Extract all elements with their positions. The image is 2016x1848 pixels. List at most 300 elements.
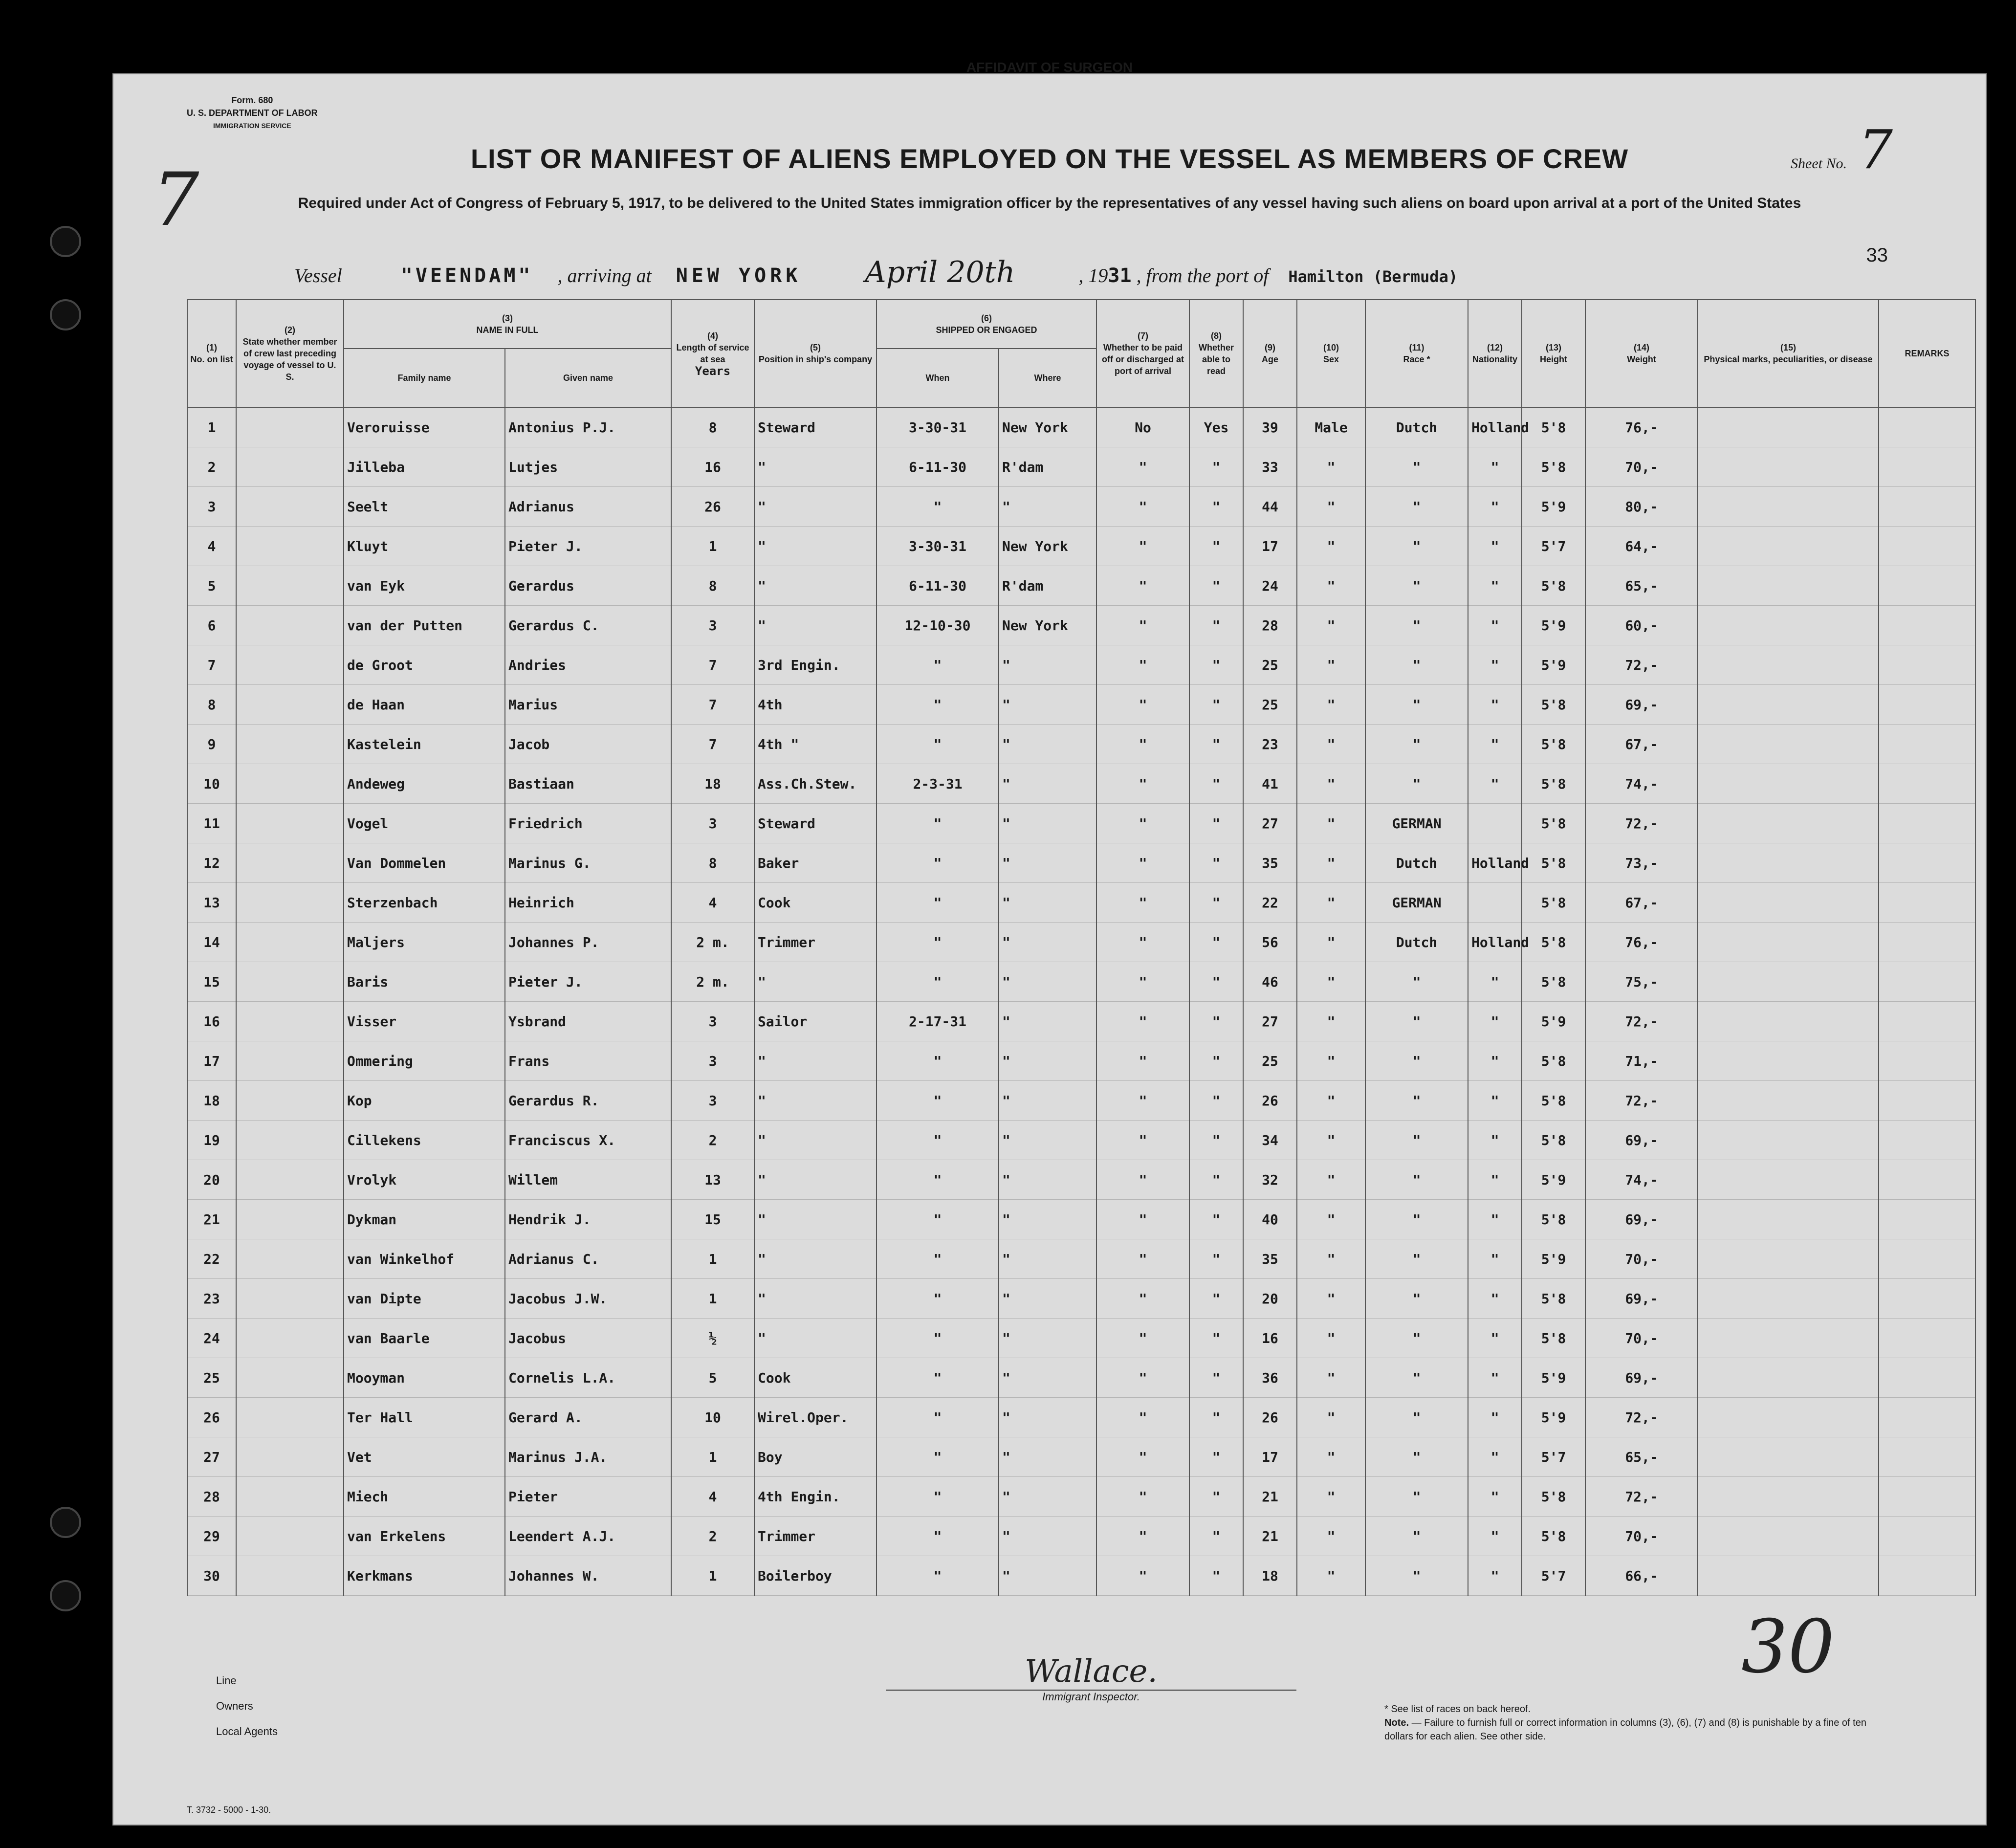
age-cell: 35 (1243, 843, 1297, 883)
row-number-cell: 10 (187, 764, 236, 804)
physical-marks-cell (1698, 566, 1879, 606)
service-years-cell: 2 (671, 1121, 754, 1160)
position-cell: 3rd Engin. (754, 645, 877, 685)
row-number-cell: 5 (187, 566, 236, 606)
col-state-header: (2) State whether member of crew last preceding voyage of vessel to U. S. (236, 300, 344, 407)
form-number: Form. 680 (231, 95, 273, 105)
row-number-cell: 17 (187, 1041, 236, 1081)
service-years-cell: 1 (671, 527, 754, 566)
race-cell: " (1365, 1358, 1468, 1398)
shipped-where-cell: " (999, 1041, 1096, 1081)
given-name-cell: Lutjes (505, 447, 671, 487)
nationality-cell: Holland (1468, 407, 1522, 447)
service-years-cell: 3 (671, 606, 754, 645)
given-name-cell: Gerardus R. (505, 1081, 671, 1121)
age-cell: 46 (1243, 962, 1297, 1002)
given-name-cell: Johannes W. (505, 1556, 671, 1596)
row-number-cell: 14 (187, 923, 236, 962)
paid-off-cell: " (1096, 1002, 1189, 1041)
given-name-cell: Gerardus (505, 566, 671, 606)
service-years-cell: 26 (671, 487, 754, 527)
state-cell-cell (236, 606, 344, 645)
family-name-cell: Ter Hall (344, 1398, 505, 1437)
state-cell-cell (236, 407, 344, 447)
nationality-cell: " (1468, 1239, 1522, 1279)
shipped-when-cell: " (877, 1239, 999, 1279)
height-cell: 5'8 (1522, 962, 1585, 1002)
year-suffix: 31 (1108, 264, 1132, 287)
sex-cell: " (1297, 1556, 1365, 1596)
position-cell: " (754, 1121, 877, 1160)
shipped-when-cell: " (877, 1477, 999, 1517)
physical-marks-cell (1698, 1081, 1879, 1121)
sheet-label: Sheet No. (1791, 155, 1847, 172)
physical-marks-cell (1698, 1358, 1879, 1398)
able-to-read-cell: " (1189, 1121, 1243, 1160)
position-cell: " (754, 1160, 877, 1200)
height-cell: 5'7 (1522, 1556, 1585, 1596)
col-weight-header: (14) Weight (1585, 300, 1698, 407)
family-name-cell: Vet (344, 1437, 505, 1477)
shipped-when-cell: 2-17-31 (877, 1002, 999, 1041)
vessel-label: Vessel (294, 264, 342, 286)
col-shipped-header: (6) SHIPPED OR ENGAGED (877, 300, 1096, 349)
family-name-cell: Cillekens (344, 1121, 505, 1160)
paid-off-cell: " (1096, 566, 1189, 606)
row-number-cell: 6 (187, 606, 236, 645)
row-number-cell: 16 (187, 1002, 236, 1041)
height-cell: 5'7 (1522, 527, 1585, 566)
position-cell: Baker (754, 843, 877, 883)
sex-cell: " (1297, 962, 1365, 1002)
sex-cell: " (1297, 645, 1365, 685)
able-to-read-cell: " (1189, 1041, 1243, 1081)
shipped-where-cell: New York (999, 527, 1096, 566)
table-row (187, 1398, 1975, 1437)
paid-off-cell: " (1096, 804, 1189, 843)
table-row (187, 1556, 1975, 1596)
physical-marks-cell (1698, 1477, 1879, 1517)
able-to-read-cell: " (1189, 1160, 1243, 1200)
weight-cell: 69,- (1585, 685, 1698, 725)
physical-marks-cell (1698, 923, 1879, 962)
remarks-cell (1879, 1160, 1975, 1200)
family-name-cell: van Baarle (344, 1319, 505, 1358)
footer-labels (216, 1668, 278, 1744)
physical-marks-cell (1698, 843, 1879, 883)
given-name-cell: Franciscus X. (505, 1121, 671, 1160)
from-label: , from the port of (1136, 264, 1269, 286)
weight-cell: 70,- (1585, 1239, 1698, 1279)
col-service-header: (4) Length of service at sea Years (671, 300, 754, 407)
paid-off-cell: " (1096, 606, 1189, 645)
physical-marks-cell (1698, 527, 1879, 566)
table-row (187, 1200, 1975, 1239)
position-cell: Wirel.Oper. (754, 1398, 877, 1437)
paid-off-cell: " (1096, 764, 1189, 804)
sex-cell: " (1297, 1239, 1365, 1279)
family-name-cell: de Groot (344, 645, 505, 685)
shipped-when-cell: " (877, 1041, 999, 1081)
nationality-cell: " (1468, 1398, 1522, 1437)
family-name-cell: Maljers (344, 923, 505, 962)
state-cell-cell (236, 1358, 344, 1398)
able-to-read-cell: " (1189, 606, 1243, 645)
weight-cell: 73,- (1585, 843, 1698, 883)
paid-off-cell: " (1096, 1200, 1189, 1239)
race-cell: " (1365, 1041, 1468, 1081)
service-years-cell: 15 (671, 1200, 754, 1239)
vessel-name: "VEENDAM" (400, 264, 533, 287)
height-cell: 5'9 (1522, 606, 1585, 645)
nationality-cell: " (1468, 487, 1522, 527)
shipped-when-cell: " (877, 1358, 999, 1398)
service-name: IMMIGRATION SERVICE (213, 122, 291, 130)
service-years-cell: 2 m. (671, 962, 754, 1002)
local-agents-label: Local Agents (216, 1725, 278, 1738)
paid-off-cell: " (1096, 527, 1189, 566)
table-row (187, 1319, 1975, 1358)
shipped-where-cell: " (999, 685, 1096, 725)
col-height-header: (13) Height (1522, 300, 1585, 407)
table-row (187, 487, 1975, 527)
able-to-read-cell: " (1189, 843, 1243, 883)
family-name-cell: Kop (344, 1081, 505, 1121)
table-row (187, 447, 1975, 487)
family-name-cell: Veroruisse (344, 407, 505, 447)
col-nationality-header: (12) Nationality (1468, 300, 1522, 407)
height-cell: 5'8 (1522, 1517, 1585, 1556)
nationality-cell: " (1468, 962, 1522, 1002)
able-to-read-cell: " (1189, 685, 1243, 725)
table-row (187, 883, 1975, 923)
nationality-cell: " (1468, 1437, 1522, 1477)
sex-cell: " (1297, 1477, 1365, 1517)
given-name-cell: Willem (505, 1160, 671, 1200)
shipped-when-cell: " (877, 804, 999, 843)
shipped-where-cell: " (999, 923, 1096, 962)
col-age-header: (9) Age (1243, 300, 1297, 407)
position-cell: " (754, 1279, 877, 1319)
service-years-cell: 2 m. (671, 923, 754, 962)
race-cell: GERMAN (1365, 804, 1468, 843)
given-name-cell: Gerard A. (505, 1398, 671, 1437)
position-cell: " (754, 962, 877, 1002)
age-cell: 40 (1243, 1200, 1297, 1239)
physical-marks-cell (1698, 764, 1879, 804)
sex-cell: " (1297, 1121, 1365, 1160)
state-cell-cell (236, 804, 344, 843)
position-cell: " (754, 447, 877, 487)
paid-off-cell: " (1096, 1517, 1189, 1556)
height-cell: 5'9 (1522, 645, 1585, 685)
shipped-where-cell: New York (999, 407, 1096, 447)
position-cell: Sailor (754, 1002, 877, 1041)
table-row (187, 566, 1975, 606)
race-cell: " (1365, 1002, 1468, 1041)
row-number-cell: 7 (187, 645, 236, 685)
col-position-header: (5) Position in ship's company (754, 300, 877, 407)
weight-cell: 66,- (1585, 1556, 1698, 1596)
race-cell: " (1365, 1121, 1468, 1160)
remarks-cell (1879, 962, 1975, 1002)
shipped-where-cell: " (999, 725, 1096, 764)
weight-cell: 72,- (1585, 645, 1698, 685)
family-name-cell: Kastelein (344, 725, 505, 764)
sex-cell: " (1297, 527, 1365, 566)
height-cell: 5'8 (1522, 843, 1585, 883)
sex-cell: " (1297, 764, 1365, 804)
height-cell: 5'8 (1522, 923, 1585, 962)
paid-off-cell: " (1096, 1556, 1189, 1596)
height-cell: 5'8 (1522, 764, 1585, 804)
weight-cell: 72,- (1585, 1398, 1698, 1437)
able-to-read-cell: " (1189, 566, 1243, 606)
nationality-cell: " (1468, 1200, 1522, 1239)
age-cell: 33 (1243, 447, 1297, 487)
paid-off-cell: " (1096, 1239, 1189, 1279)
family-name-cell: Jilleba (344, 447, 505, 487)
remarks-cell (1879, 1319, 1975, 1358)
shipped-when-cell: " (877, 487, 999, 527)
able-to-read-cell: " (1189, 1319, 1243, 1358)
physical-marks-cell (1698, 487, 1879, 527)
total-count-handwritten: 30 (1741, 1605, 1835, 1690)
shipped-when-cell: " (877, 1319, 999, 1358)
remarks-cell (1879, 923, 1975, 962)
able-to-read-cell: " (1189, 447, 1243, 487)
col-remarks-header: REMARKS (1879, 300, 1975, 407)
paid-off-cell: " (1096, 1041, 1189, 1081)
form-info (187, 94, 318, 132)
age-cell: 39 (1243, 407, 1297, 447)
sex-cell: " (1297, 923, 1365, 962)
family-name-cell: van Winkelhof (344, 1239, 505, 1279)
able-to-read-cell: " (1189, 764, 1243, 804)
sex-cell: " (1297, 1081, 1365, 1121)
binder-hole (50, 1580, 81, 1611)
shipped-where-cell: " (999, 843, 1096, 883)
position-cell: Cook (754, 1358, 877, 1398)
age-cell: 25 (1243, 1041, 1297, 1081)
race-cell: Dutch (1365, 923, 1468, 962)
given-name-cell: Friedrich (505, 804, 671, 843)
service-years-cell: 1 (671, 1279, 754, 1319)
shipped-when-cell: " (877, 1437, 999, 1477)
form-code: T. 3732 - 5000 - 1-30. (187, 1805, 271, 1815)
state-cell-cell (236, 1437, 344, 1477)
position-cell: Steward (754, 804, 877, 843)
height-cell: 5'9 (1522, 1398, 1585, 1437)
remarks-cell (1879, 447, 1975, 487)
able-to-read-cell: " (1189, 1398, 1243, 1437)
shipped-when-cell: 3-30-31 (877, 527, 999, 566)
height-cell: 5'8 (1522, 883, 1585, 923)
state-cell-cell (236, 1477, 344, 1517)
shipped-when-cell: " (877, 1556, 999, 1596)
row-number-cell: 18 (187, 1081, 236, 1121)
physical-marks-cell (1698, 447, 1879, 487)
paid-off-cell: " (1096, 1358, 1189, 1398)
race-cell: GERMAN (1365, 883, 1468, 923)
age-cell: 35 (1243, 1239, 1297, 1279)
table-row (187, 1041, 1975, 1081)
sex-cell: " (1297, 1200, 1365, 1239)
weight-cell: 72,- (1585, 1002, 1698, 1041)
weight-cell: 65,- (1585, 1437, 1698, 1477)
inspector-label: Immigrant Inspector. (1042, 1691, 1140, 1703)
paid-off-cell: No (1096, 407, 1189, 447)
col-race-header: (11) Race * (1365, 300, 1468, 407)
physical-marks-cell (1698, 645, 1879, 685)
paid-off-cell: " (1096, 447, 1189, 487)
able-to-read-cell: " (1189, 1279, 1243, 1319)
remarks-cell (1879, 1398, 1975, 1437)
position-cell: " (754, 566, 877, 606)
paid-off-cell: " (1096, 1160, 1189, 1200)
age-cell: 21 (1243, 1517, 1297, 1556)
position-cell: " (754, 1041, 877, 1081)
shipped-where-cell: " (999, 487, 1096, 527)
given-name-cell: Bastiaan (505, 764, 671, 804)
row-number-cell: 24 (187, 1319, 236, 1358)
service-years-cell: 13 (671, 1160, 754, 1200)
state-cell-cell (236, 883, 344, 923)
state-cell-cell (236, 725, 344, 764)
row-number-cell: 12 (187, 843, 236, 883)
paid-off-cell: " (1096, 725, 1189, 764)
shipped-when-cell: 12-10-30 (877, 606, 999, 645)
row-number-cell: 23 (187, 1279, 236, 1319)
service-years-cell: 18 (671, 764, 754, 804)
race-cell: " (1365, 447, 1468, 487)
shipped-where-cell: " (999, 1121, 1096, 1160)
weight-cell: 70,- (1585, 447, 1698, 487)
race-cell: " (1365, 1517, 1468, 1556)
nationality-cell: " (1468, 566, 1522, 606)
service-years-cell: ½ (671, 1319, 754, 1358)
table-row (187, 1279, 1975, 1319)
col-where-header: Where (999, 349, 1096, 407)
position-cell: 4th " (754, 725, 877, 764)
paid-off-cell: " (1096, 1121, 1189, 1160)
service-years-cell: 10 (671, 1398, 754, 1437)
age-cell: 21 (1243, 1477, 1297, 1517)
row-number-cell: 11 (187, 804, 236, 843)
age-cell: 56 (1243, 923, 1297, 962)
row-number-cell: 2 (187, 447, 236, 487)
table-row (187, 606, 1975, 645)
race-cell: " (1365, 1239, 1468, 1279)
physical-marks-cell (1698, 1121, 1879, 1160)
page-title: LIST OR MANIFEST OF ALIENS EMPLOYED ON THE VESSEL AS MEMBERS OF CREW (470, 143, 1629, 174)
paid-off-cell: " (1096, 923, 1189, 962)
sex-cell: Male (1297, 407, 1365, 447)
age-cell: 36 (1243, 1358, 1297, 1398)
position-cell: Ass.Ch.Stew. (754, 764, 877, 804)
family-name-cell: Baris (344, 962, 505, 1002)
row-number-cell: 15 (187, 962, 236, 1002)
physical-marks-cell (1698, 1319, 1879, 1358)
remarks-cell (1879, 685, 1975, 725)
race-cell: " (1365, 962, 1468, 1002)
header-row (187, 300, 1975, 349)
shipped-where-cell: " (999, 1239, 1096, 1279)
given-name-cell: Gerardus C. (505, 606, 671, 645)
nationality-cell: " (1468, 1081, 1522, 1121)
race-cell: " (1365, 1398, 1468, 1437)
able-to-read-cell: " (1189, 883, 1243, 923)
table-row (187, 1002, 1975, 1041)
race-cell: " (1365, 527, 1468, 566)
able-to-read-cell: " (1189, 923, 1243, 962)
able-to-read-cell: " (1189, 1200, 1243, 1239)
race-cell: " (1365, 1556, 1468, 1596)
shipped-where-cell: " (999, 1002, 1096, 1041)
shipped-where-cell: " (999, 1358, 1096, 1398)
nationality-cell: " (1468, 1319, 1522, 1358)
nationality-cell: " (1468, 1556, 1522, 1596)
weight-cell: 64,- (1585, 527, 1698, 566)
able-to-read-cell: " (1189, 1556, 1243, 1596)
arriving-label: , arriving at (557, 264, 652, 286)
family-name-cell: Vogel (344, 804, 505, 843)
weight-cell: 72,- (1585, 1477, 1698, 1517)
shipped-when-cell: 2-3-31 (877, 764, 999, 804)
state-cell-cell (236, 1556, 344, 1596)
nationality-cell: " (1468, 1517, 1522, 1556)
physical-marks-cell (1698, 606, 1879, 645)
service-years-cell: 1 (671, 1437, 754, 1477)
remarks-cell (1879, 1041, 1975, 1081)
height-cell: 5'8 (1522, 566, 1585, 606)
row-number-cell: 20 (187, 1160, 236, 1200)
table-row (187, 407, 1975, 447)
able-to-read-cell: " (1189, 1517, 1243, 1556)
shipped-where-cell: " (999, 1477, 1096, 1517)
physical-marks-cell (1698, 1041, 1879, 1081)
given-name-cell: Hendrik J. (505, 1200, 671, 1239)
family-name-cell: van der Putten (344, 606, 505, 645)
remarks-cell (1879, 1239, 1975, 1279)
able-to-read-cell: " (1189, 1239, 1243, 1279)
height-cell: 5'8 (1522, 685, 1585, 725)
sex-cell: " (1297, 1319, 1365, 1358)
age-cell: 23 (1243, 725, 1297, 764)
shipped-where-cell: " (999, 1279, 1096, 1319)
races-note: * See list of races on back hereof. (1384, 1704, 1531, 1715)
position-cell: " (754, 487, 877, 527)
row-number-cell: 1 (187, 407, 236, 447)
height-cell: 5'8 (1522, 1279, 1585, 1319)
nationality-cell: Holland (1468, 843, 1522, 883)
binder-hole (50, 226, 81, 257)
table-row (187, 1517, 1975, 1556)
table-row (187, 1081, 1975, 1121)
shipped-when-cell: " (877, 962, 999, 1002)
physical-marks-cell (1698, 1437, 1879, 1477)
sex-cell: " (1297, 1160, 1365, 1200)
family-name-cell: Van Dommelen (344, 843, 505, 883)
shipped-when-cell: 3-30-31 (877, 407, 999, 447)
weight-cell: 74,- (1585, 1160, 1698, 1200)
age-cell: 16 (1243, 1319, 1297, 1358)
table-row (187, 843, 1975, 883)
state-cell-cell (236, 1239, 344, 1279)
remarks-cell (1879, 764, 1975, 804)
shipped-when-cell: " (877, 1121, 999, 1160)
race-cell: " (1365, 566, 1468, 606)
